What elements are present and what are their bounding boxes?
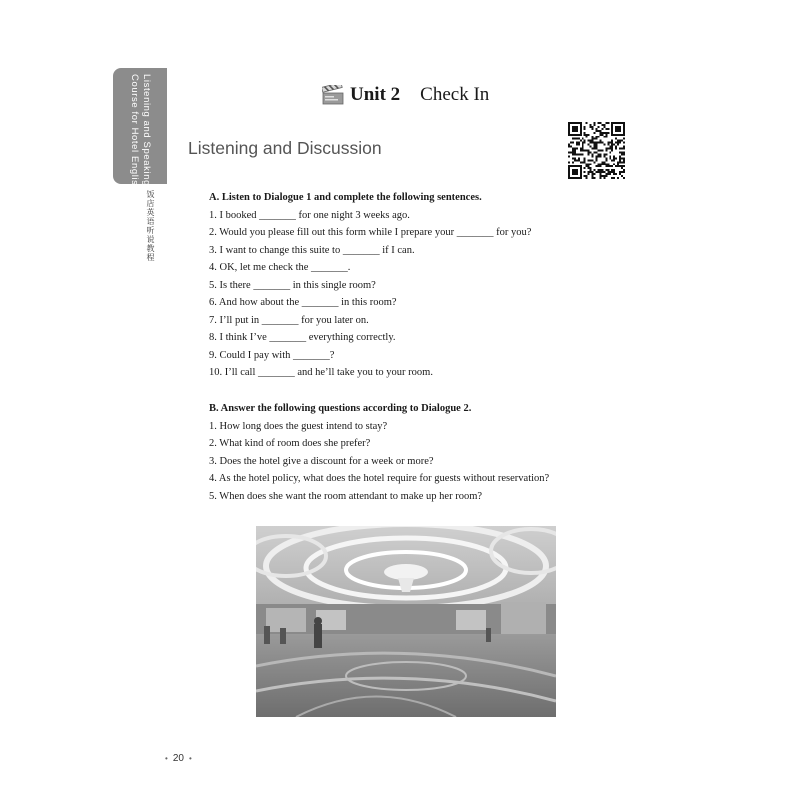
- exercise-b-item: 2. What kind of room does she prefer?: [209, 438, 371, 449]
- exercise-b-item: 3. Does the hotel give a discount for a week or more?: [209, 455, 434, 467]
- exercise-b-item: 1. How long does the guest intend to stay?: [209, 420, 388, 432]
- page-number-value: 20: [172, 753, 184, 764]
- exercise-a-item: 1. I booked _______ for one night 3 weeks ago.: [209, 209, 410, 221]
- side-tab-line2: Course for Hotel English: [129, 74, 140, 192]
- exercise-a-item: 6. And how about the _______ in this room?: [209, 297, 397, 308]
- side-tab: [113, 68, 167, 192]
- exercise-a-item: 3. I want to change this suite to _______ if I can.: [209, 244, 415, 256]
- exercise-a-item: 8. I think I’ve _______ everything correctly.: [209, 332, 396, 343]
- side-tab-chinese: 饭店英语听说教程: [146, 190, 155, 262]
- exercise-a-heading: A. Listen to Dialogue 1 and complete the following sentences.: [209, 192, 482, 203]
- exercise-a-item: 9. Could I pay with _______?: [209, 349, 335, 361]
- exercise-a-item: 7. I’ll put in _______ for you later on.: [209, 314, 369, 326]
- exercise-a-item: 5. Is there _______ in this single room?: [209, 279, 376, 291]
- clapperboard-icon: [322, 85, 344, 105]
- page-number: • 20 •: [165, 753, 192, 764]
- section-title: Listening and Discussion: [188, 138, 382, 158]
- unit-label: Unit 2: [350, 84, 401, 105]
- exercise-a-item: 2. Would you please fill out this form while I prepare your _______ for you?: [209, 227, 532, 238]
- exercise-b-item: 5. When does she want the room attendant to make up her room?: [209, 490, 483, 502]
- hotel-lobby-photo: [256, 526, 556, 717]
- exercise-a-item: 10. I’ll call _______ and he’ll take you to your room.: [209, 367, 433, 378]
- exercise-b-item: 4. As the hotel policy, what does the hotel require for guests without reservation?: [209, 473, 550, 484]
- exercise-b: [209, 400, 549, 505]
- unit-name: Check In: [420, 84, 490, 105]
- unit-title: [322, 84, 489, 106]
- exercise-a: [209, 189, 531, 382]
- exercise-b-heading: B. Answer the following questions according to Dialogue 2.: [209, 403, 472, 414]
- side-tab-line1: Listening and Speaking: [141, 74, 152, 186]
- exercise-a-item: 4. OK, let me check the _______.: [209, 262, 351, 273]
- qr-code-icon[interactable]: [568, 122, 625, 179]
